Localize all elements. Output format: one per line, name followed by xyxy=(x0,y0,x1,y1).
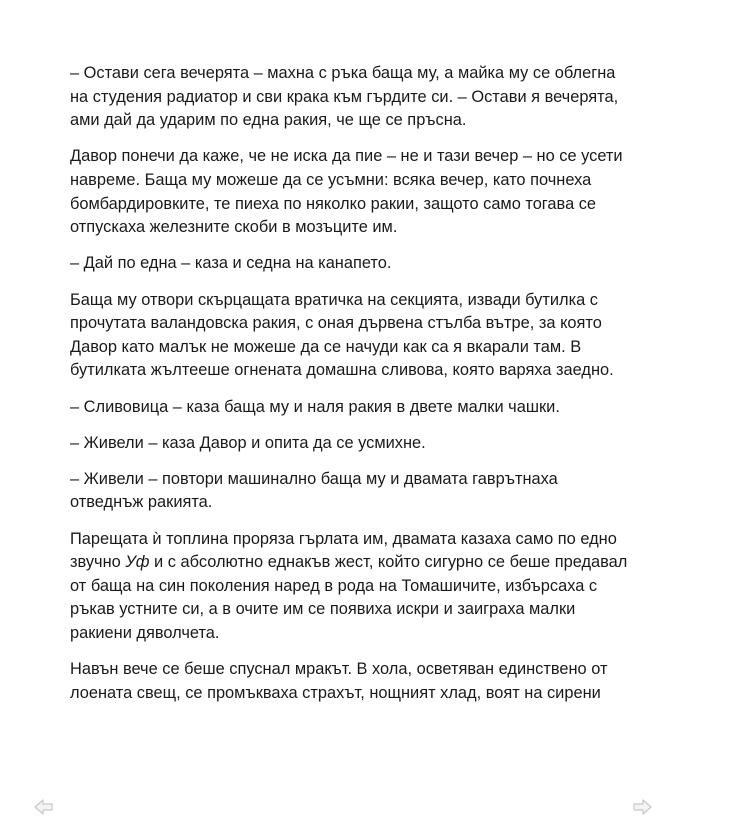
paragraph-5: – Сливовица – каза баща му и наля ракия в двете малки чашки. xyxy=(70,397,560,416)
prev-page-button[interactable] xyxy=(34,798,54,816)
paragraph-3: – Дай по една – каза и седна на канапето. xyxy=(70,254,392,273)
paragraph-7: – Живели – повтори машинално баща му и двамата гаврътнаха отведнъж ракията. xyxy=(70,469,558,512)
paragraph-9: Навън вече се беше спуснал мракът. В хола, осветяван единствено от лоената свещ, се промъкваха страхът, нощният хлад, воят на сирени xyxy=(70,660,608,702)
arrow-left-icon xyxy=(34,798,54,816)
arrow-right-icon xyxy=(632,798,652,816)
paragraph-4: Баща му отвори скърцащата вратичка на секцията, извади бутилка с прочутата валандовска ракия, с оная дървена стълба вътре, за която Давор като малък не можеше да се начуди как са я вкарали там. В бутилката жълтееше огнената домашна сливова, която варяха заедно. xyxy=(70,290,614,380)
document-text xyxy=(70,62,630,718)
paragraph-6: – Живели – каза Давор и опита да се усмихне. xyxy=(70,433,426,452)
paragraph-2: Давор понечи да каже, че не иска да пие – не и тази вечер – но се усети навреме. Баща му можеше да се усъмни: всяка вечер, като почнеха бомбардировките, те пиеха по няколко ракии, защото само тогава се отпускаха железните скоби в мозъците им. xyxy=(70,147,623,237)
paragraph-8-part-1: Парещата ѝ топлина прорязa гърлата им, двамата казаха само по едно звучно xyxy=(70,529,617,572)
paragraph-8-italic: Уф xyxy=(125,553,150,572)
paragraph-8-part-2: и с абсолютно еднакъв жест, който сигурно се беше предавал от баща на син поколения наред в рода на Томашичите, избърсаха с ръкав устните си, а в очите им се появиха искри и заиграха малки ракиени дяволчета. xyxy=(70,553,628,643)
paragraph-8 xyxy=(70,528,630,646)
next-page-button[interactable] xyxy=(632,798,652,816)
paragraph-1: – Остави сега вечерята – махна с ръка баща му, а майка му се облегна на студения радиатор и сви крака към гърдите си. – Остави я вечерята, ами дай да ударим по една ракия, че ще се пръсна. xyxy=(70,64,619,130)
